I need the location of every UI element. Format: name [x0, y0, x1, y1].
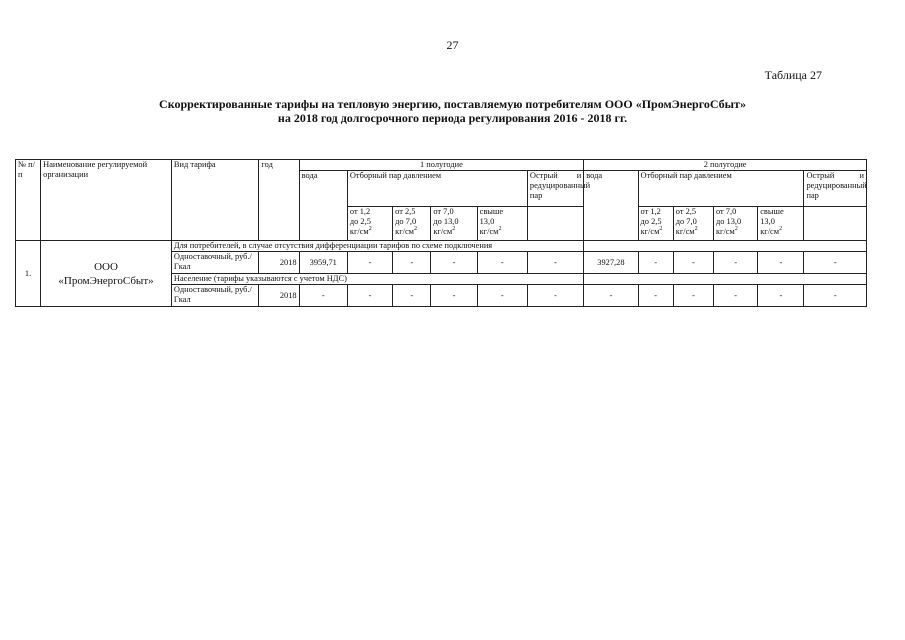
pressure-1-h2: от 1,2 до 2,5 $кг/см^2$: [638, 207, 673, 241]
rate1-value: -: [431, 252, 477, 274]
tariff-table: [15, 159, 867, 307]
rate2-value: -: [527, 285, 583, 307]
pressure-1-h1: от 1,2 до 2,5 $кг/см^2$: [347, 207, 392, 241]
header-steam-h1: Отборный пар давлением: [347, 171, 527, 207]
section-population-empty: [584, 274, 867, 285]
header-org: Наименование регулируемой организации: [41, 160, 172, 241]
rate1-value: -: [347, 252, 392, 274]
header-steam-h2: Отборный пар давлением: [638, 171, 804, 207]
pressure-3-h2: от 7,0 до 13,0 $кг/см^2$: [713, 207, 757, 241]
header-sharp-steam-h1: Острый и редуцированный пар: [527, 171, 583, 207]
rate2-value: -: [638, 285, 673, 307]
rate2-value: -: [673, 285, 713, 307]
section-consumers: Для потребителей, в случае отсутствия дифференциации тарифов по схеме подключения: [171, 241, 583, 252]
page-number: 27: [446, 38, 459, 52]
rate2-value: -: [431, 285, 477, 307]
table-caption: Таблица 27: [764, 68, 822, 82]
rate2-value: -: [758, 285, 804, 307]
org-name: ООО «ПромЭнергоСбыт»: [41, 241, 172, 307]
pressure-4-h2: свыше 13,0 $кг/см^2$: [758, 207, 804, 241]
rate2-value: -: [713, 285, 757, 307]
rate2-value: -: [347, 285, 392, 307]
sharp-steam-empty-h1: [527, 207, 583, 241]
rate1-year: 2018: [259, 252, 299, 274]
rate1-value: -: [758, 252, 804, 274]
rate2-value: -: [477, 285, 527, 307]
header-half-1: 1 полугодие: [299, 160, 584, 171]
header-water-h1: вода: [299, 171, 347, 241]
rate2-value: -: [393, 285, 431, 307]
rate1-value: -: [804, 252, 867, 274]
section-consumers-empty: [584, 241, 867, 252]
title-line-1: Скорректированные тарифы на тепловую энергию, поставляемую потребителям ООО «ПромЭнергоСбыт»: [159, 97, 746, 111]
title-line-2: на 2018 год долгосрочного периода регулирования 2016 - 2018 гг.: [277, 111, 628, 125]
header-sharp-steam-h2: Острый и редуцированный пар: [804, 171, 867, 207]
pressure-4-h1: свыше 13,0 $кг/см^2$: [477, 207, 527, 241]
row-num: 1.: [16, 241, 41, 307]
rate1-type: Одноставочный, руб./Гкал: [171, 252, 259, 274]
rate2-value: -: [804, 285, 867, 307]
pressure-2-h1: от 2,5 до 7,0 $кг/см^2$: [393, 207, 431, 241]
document-title: [0, 97, 905, 125]
rate1-value: -: [713, 252, 757, 274]
rate2-value: -: [299, 285, 347, 307]
rate1-value: -: [477, 252, 527, 274]
rate1-value: -: [527, 252, 583, 274]
rate1-value: 3927,28: [584, 252, 638, 274]
rate2-year: 2018: [259, 285, 299, 307]
header-year: год: [259, 160, 299, 241]
header-num: № п/п: [16, 160, 41, 241]
rate2-type: Одноставочный, руб./Гкал: [171, 285, 259, 307]
rate2-value: -: [584, 285, 638, 307]
header-half-2: 2 полугодие: [584, 160, 867, 171]
rate1-value: -: [638, 252, 673, 274]
pressure-2-h2: от 2,5 до 7,0 $кг/см^2$: [673, 207, 713, 241]
header-water-h2: вода: [584, 171, 638, 241]
sharp-steam-empty-h2: [804, 207, 867, 241]
section-population: Население (тарифы указываются с учетом НДС): [171, 274, 583, 285]
rate1-value: -: [393, 252, 431, 274]
header-tariff-type: Вид тарифа: [171, 160, 259, 241]
rate1-value: -: [673, 252, 713, 274]
rate1-value: 3959,71: [299, 252, 347, 274]
pressure-3-h1: от 7,0 до 13,0 $кг/см^2$: [431, 207, 477, 241]
